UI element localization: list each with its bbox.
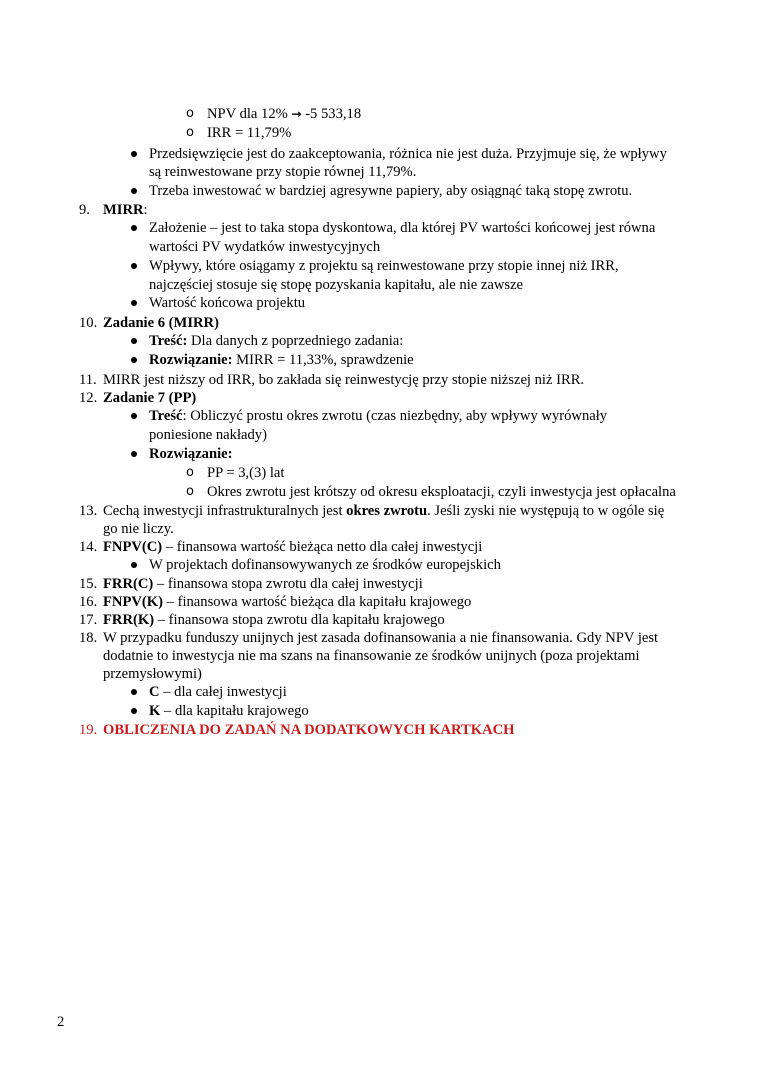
list-number: 13.	[79, 503, 98, 519]
item-text: przemysłowymi)	[103, 666, 202, 682]
bullet-text: Założenie – jest to taka stopa dyskontowa, dla której PV wartości końcowej jest równa	[149, 220, 656, 236]
content-label: Treść:	[149, 333, 188, 349]
sub-bullet-icon: o	[186, 484, 194, 499]
list-number: 17.	[79, 612, 98, 628]
list-number: 18.	[79, 630, 98, 646]
item-bold: FRR(C)	[103, 576, 154, 592]
item-text: – dla kapitału krajowego	[160, 703, 309, 719]
bullet-text	[149, 702, 309, 720]
item-text: – finansowa stopa zwrotu dla całej inwestycji	[153, 576, 423, 592]
list-number: 9.	[79, 202, 90, 218]
bullet-icon	[131, 188, 137, 194]
item-text: – finansowa wartość bieżąca netto dla całej inwestycji	[162, 539, 483, 555]
arrow-right-icon: →	[291, 107, 302, 121]
content-label: Treść	[149, 408, 183, 424]
bullet-text: poniesione nakłady)	[149, 427, 267, 443]
list-item-13	[103, 502, 664, 520]
item-text: go nie liczy.	[103, 521, 174, 537]
list-item-11: MIRR jest niższy od IRR, bo zakłada się reinwestycję przy stopie niższej niż IRR.	[103, 372, 585, 388]
bullet-icon	[131, 451, 137, 457]
sub-bullet-icon: o	[186, 106, 194, 121]
item-bold: C	[149, 684, 160, 700]
calculations-note: OBLICZENIA DO ZADAŃ NA DODATKOWYCH KARTKACH	[103, 722, 515, 738]
bullet-icon	[131, 151, 137, 157]
bullet-text: Wartość końcowa projektu	[149, 295, 306, 311]
list-number: 10.	[79, 315, 98, 331]
solution-label: Rozwiązanie:	[149, 446, 233, 462]
sub-bullet-icon: o	[186, 125, 194, 140]
item-text: – dla całej inwestycji	[159, 684, 287, 700]
item-text: – finansowa stopa zwrotu dla kapitału krajowego	[154, 612, 445, 628]
bullet-text	[149, 407, 607, 425]
bullet-text: W projektach dofinansowywanych ze środków europejskich	[149, 557, 501, 573]
colon: :	[143, 202, 148, 218]
item-text: Cechą inwestycji infrastrukturalnych jest	[103, 503, 347, 519]
bullet-text: Przedsięwzięcie jest do zaakceptowania, różnica nie jest duża. Przyjmuje się, że wpływy	[149, 146, 667, 162]
list-item-18: W przypadku funduszy unijnych jest zasada dofinansowania a nie finansowania. Gdy NPV jest	[103, 630, 659, 646]
item-bold: FRR(K)	[103, 612, 155, 628]
bullet-text	[149, 351, 414, 369]
sub-item-text: PP = 3,(3) lat	[207, 465, 285, 481]
list-number: 16.	[79, 594, 98, 610]
bullet-icon	[131, 263, 137, 269]
bullet-text: najczęściej stosuje się stopę pozyskania kapitału, ale nie zawsze	[149, 277, 524, 293]
solution-label: Rozwiązanie:	[149, 352, 233, 368]
item-text: – finansowa wartość bieżąca dla kapitału krajowego	[162, 594, 472, 610]
npv-value: -5 533,18	[305, 106, 362, 122]
npv-line	[207, 105, 361, 123]
item-bold: K	[149, 703, 161, 719]
list-item-9	[103, 201, 148, 219]
bullet-icon	[131, 225, 137, 231]
mirr-heading: MIRR	[103, 202, 144, 218]
page-number: 2	[57, 1014, 65, 1030]
content-text: Dla danych z poprzedniego zadania:	[187, 333, 404, 349]
item-bold: FNPV(K)	[103, 594, 163, 610]
solution-text: MIRR = 11,33%, sprawdzenie	[232, 352, 414, 368]
list-item-16	[103, 593, 471, 611]
bullet-text: wartości PV wydatków inwestycyjnych	[149, 239, 381, 255]
list-item-14	[103, 538, 482, 556]
item-bold: FNPV(C)	[103, 539, 163, 555]
bullet-text: Trzeba inwestować w bardziej agresywne papiery, aby osiągnąć taką stopę zwrotu.	[149, 183, 633, 199]
bullet-text	[149, 683, 287, 701]
content-text: : Obliczyć prostu okres zwrotu (czas niezbędny, aby wpływy wyrównały	[182, 408, 608, 424]
bullet-icon	[131, 562, 137, 568]
irr-line: IRR = 11,79%	[207, 125, 292, 141]
bullet-text: Wpływy, które osiągamy z projektu są reinwestowane przy stopie innej niż IRR,	[149, 258, 619, 274]
bullet-icon	[131, 689, 137, 695]
list-number: 11.	[79, 372, 97, 388]
sub-item-text: Okres zwrotu jest krótszy od okresu eksploatacji, czyli inwestycja jest opłacalna	[207, 484, 676, 500]
bullet-text: są reinwestowane przy stopie równej 11,79%.	[149, 164, 417, 180]
list-number: 19.	[79, 722, 98, 738]
bullet-icon	[131, 708, 137, 714]
npv-label: NPV dla 12%	[207, 106, 288, 122]
bullet-text	[149, 332, 403, 350]
item-text: dodatnie to inwestycja nie ma szans na finansowanie ze środków unijnych (poza projektami	[103, 648, 640, 664]
list-item-15	[103, 575, 423, 593]
item-text: . Jeśli zyski nie występują to w ogóle się	[427, 503, 665, 519]
bullet-icon	[131, 338, 137, 344]
item-bold: okres zwrotu	[346, 503, 428, 519]
list-number: 15.	[79, 576, 98, 592]
bullet-icon	[131, 300, 137, 306]
bullet-icon	[131, 413, 137, 419]
sub-bullet-icon: o	[186, 465, 194, 480]
task6-heading: Zadanie 6 (MIRR)	[103, 315, 219, 331]
list-number: 14.	[79, 539, 98, 555]
bullet-icon	[131, 357, 137, 363]
task7-heading: Zadanie 7 (PP)	[103, 390, 197, 406]
list-item-17	[103, 611, 445, 629]
list-number: 12.	[79, 390, 98, 406]
